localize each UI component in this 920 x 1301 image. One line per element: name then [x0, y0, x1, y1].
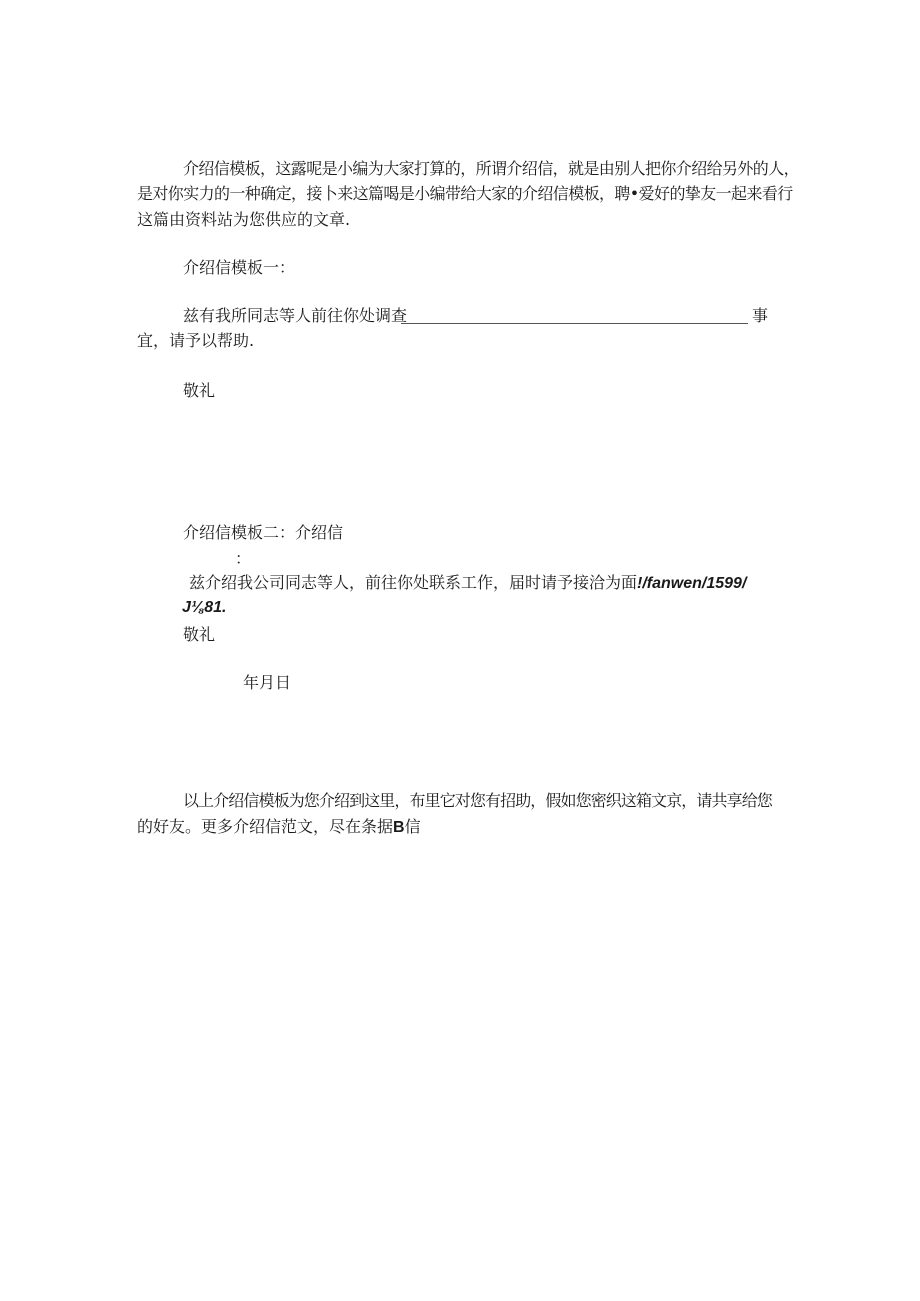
- template2-closing: 敬礼: [183, 625, 216, 644]
- template2-body-line1: [189, 575, 746, 592]
- template2-body-text: 兹介绍我公司同志等人，前往你处联系工作，届时请予接洽为面: [189, 573, 638, 592]
- intro-line-2: 是对你实力的一种确定，接卜来这篇喝是小编带给大家的介绍信模板，聘•爱好的挚友一起来看行: [137, 184, 793, 203]
- outro-line-2-text: 的好友。更多介绍信范文，尽在条据: [137, 817, 394, 836]
- template1-body-end: 事: [752, 306, 769, 325]
- outro-line-2-bold: B: [393, 819, 405, 836]
- template2-body-link-text: !/fanwen/1599/: [637, 575, 747, 592]
- template2-colon: ：: [235, 549, 252, 568]
- template1-closing: 敬礼: [183, 381, 216, 400]
- template1-heading: 介绍信模板一：: [183, 258, 296, 277]
- template2-body-line2: J⅛81.: [182, 599, 227, 616]
- template2-heading: 介绍信模板二：介绍信: [183, 523, 344, 542]
- outro-line-1: 以上介绍信模板为您介绍到这里，布里它对您有招助，假如您密织这箱文京，请共享给您: [183, 791, 772, 810]
- intro-line-3: 这篇由资料站为您供应的文章.: [137, 210, 351, 229]
- template2-date: 年月日: [243, 673, 292, 692]
- template1-body-line2: 宜，请予以帮助.: [137, 331, 255, 350]
- template1-blank-line: [401, 323, 748, 324]
- outro-line-2: [137, 819, 421, 836]
- outro-line-2-end: 信: [404, 817, 421, 836]
- template1-body-start: 兹有我所同志等人前往你处调查: [183, 306, 408, 325]
- intro-line-1: 介绍信模板，这露呢是小编为大家打算的，所谓介绍信，就是由别人把你介绍给另外的人，: [183, 159, 800, 178]
